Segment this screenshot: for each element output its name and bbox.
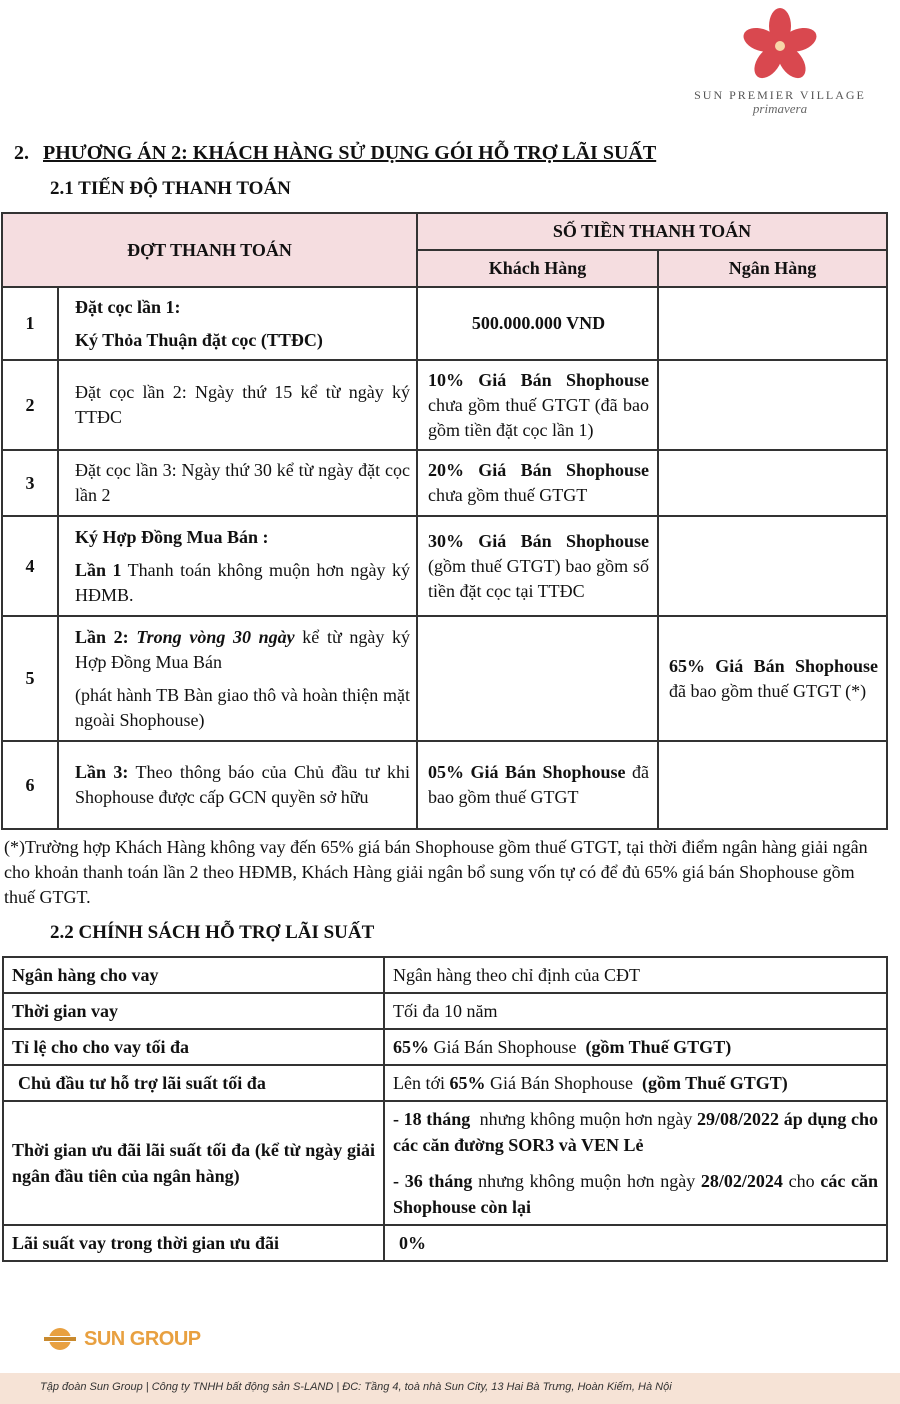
row1-desc1: Đặt cọc lần 1:: [75, 296, 181, 317]
brand-sub: primavera: [752, 101, 808, 116]
row1-desc2: Ký Thỏa Thuận đặt cọc (TTĐC): [75, 329, 323, 350]
row4-desc2: Thanh toán không muộn hơn ngày ký HĐMB.: [75, 559, 410, 605]
policy-value: 0%: [384, 1225, 887, 1261]
payment-schedule-table: [1, 212, 888, 830]
policy-label: Ngân hàng cho vay: [3, 957, 384, 993]
row3-desc: Đặt cọc lần 3: Ngày thứ 30 kể từ ngày đặt cọc lần 2: [58, 450, 417, 516]
table-row: 6 Lần 3: Theo thông báo của Chủ đầu tư khi Shophouse được cấp GCN quyền sở hữu 05% Giá Bán Shophouse đã bao gồm thuế GTGT: [2, 741, 887, 829]
interest-policy-table: [2, 956, 888, 1262]
row4-desc1: Ký Hợp Đồng Mua Bán :: [75, 526, 269, 547]
flower-icon: [735, 6, 825, 86]
row4-kh: (gồm thuế GTGT) bao gồm số tiền đặt cọc tại TTĐC: [428, 555, 649, 601]
row2-kh: chưa gồm thuế GTGT (đã bao gồm tiền đặt cọc lần 1): [428, 394, 649, 440]
footnote: (*)Trường hợp Khách Hàng không vay đến 65% giá bán Shophouse gồm thuế GTGT, tại thời điểm ngân hàng giải ngân cho khoản thanh toán lần 2 theo HĐMB, Khách Hàng giải ngân bổ sung vốn tự có để đủ 65% giá bán Shophouse gồm thuế GTGT.: [4, 837, 868, 907]
row5-nh-bold: 65% Giá Bán Shophouse: [669, 655, 878, 676]
header-so-tien: SỐ TIỀN THANH TOÁN: [417, 213, 887, 250]
table-row: 5 Lần 2: Trong vòng 30 ngày kể từ ngày ký Hợp Đồng Mua Bán (phát hành TB Bàn giao thô và hoàn thiện mặt ngoài Shophouse) 65% Giá Bán Shophouse đã bao gồm thuế GTGT (*): [2, 616, 887, 741]
section-number: 2.: [14, 142, 29, 164]
row2-kh-bold: 10% Giá Bán Shophouse: [428, 369, 649, 390]
footer-address: Tập đoàn Sun Group | Công ty TNHH bất động sản S-LAND | ĐC: Tầng 4, toà nhà Sun City, 13 Hai Bà Trưng, Hoàn Kiếm, Hà Nội: [40, 1381, 672, 1393]
table-row: 3 Đặt cọc lần 3: Ngày thứ 30 kể từ ngày đặt cọc lần 2 20% Giá Bán Shophouse chưa gồm thuế GTGT: [2, 450, 887, 516]
table-row: [3, 993, 887, 1029]
subsection-interest-policy: 2.2 CHÍNH SÁCH HỖ TRỢ LÃI SUẤT: [50, 922, 375, 943]
row4-kh-bold: 30% Giá Bán Shophouse: [428, 530, 649, 551]
row3-kh: chưa gồm thuế GTGT: [428, 485, 588, 505]
table-row: 2 Đặt cọc lần 2: Ngày thứ 15 kể từ ngày ký TTĐC 10% Giá Bán Shophouse chưa gồm thuế GTGT (đã bao gồm tiền đặt cọc lần 1): [2, 360, 887, 450]
table-row: [3, 957, 887, 993]
sun-icon: [40, 1322, 80, 1356]
row5-desc2: (phát hành TB Bàn giao thô và hoàn thiện mặt ngoài Shophouse): [75, 684, 410, 730]
header-khach-hang: Khách Hàng: [417, 250, 658, 287]
row5-desc-bold: Lần 2:: [75, 626, 129, 647]
row5-nh: đã bao gồm thuế GTGT (*): [669, 680, 867, 701]
row5-desc-italic: Trong vòng 30 ngày: [136, 626, 295, 647]
table-row: 1 Đặt cọc lần 1: Ký Thỏa Thuận đặt cọc (TTĐC) 500.000.000 VND: [2, 287, 887, 360]
row6-desc: Theo thông báo của Chủ đầu tư khi Shophouse được cấp GCN quyền sở hữu: [75, 762, 410, 807]
row1-kh: 500.000.000 VND: [417, 287, 658, 360]
header-ngan-hang: Ngân Hàng: [658, 250, 887, 287]
table-row: [3, 1225, 887, 1261]
row4-desc2-bold: Lần 1: [75, 559, 122, 580]
policy-value: Tối đa 10 năm: [384, 993, 887, 1029]
row3-kh-bold: 20% Giá Bán Shophouse: [428, 460, 649, 480]
policy-value: 65% Giá Bán Shophouse (gồm Thuế GTGT): [384, 1029, 887, 1065]
section-title: [14, 142, 656, 165]
policy-label: Tỉ lệ cho cho vay tối đa: [3, 1029, 384, 1065]
brand-name: SUN PREMIER VILLAGE: [694, 88, 866, 102]
policy-value: - 18 tháng nhưng không muộn hơn ngày 29/08/2022 áp dụng cho các căn đường SOR3 và VEN Lẻ - 36 tháng nhưng không muộn hơn ngày 28/02/2024 cho các căn Shophouse còn lại: [384, 1101, 887, 1225]
row6-kh-bold: 05% Giá Bán Shophouse: [428, 762, 626, 782]
sun-group-text: SUN GROUP: [84, 1327, 201, 1350]
row5-desc1: kể từ ngày ký Hợp Đồng Mua Bán: [75, 626, 410, 672]
subsection-payment-schedule: 2.1 TIẾN ĐỘ THANH TOÁN: [50, 178, 291, 199]
header-dot: ĐỢT THANH TOÁN: [2, 213, 417, 287]
policy-label: Thời gian ưu đãi lãi suất tối đa (kể từ ngày giải ngân đầu tiên của ngân hàng): [3, 1101, 384, 1225]
policy-label: Thời gian vay: [3, 993, 384, 1029]
table-row: [3, 1101, 887, 1225]
table-row: 4 Ký Hợp Đồng Mua Bán : Lần 1 Thanh toán không muộn hơn ngày ký HĐMB. 30% Giá Bán Shophouse (gồm thuế GTGT) bao gồm số tiền đặt cọc tại TTĐC: [2, 516, 887, 616]
table-row: [3, 1065, 887, 1101]
sun-group-logo: [40, 1322, 201, 1356]
section-title-text: PHƯƠNG ÁN 2: KHÁCH HÀNG SỬ DỤNG GÓI HỖ TRỢ LÃI SUẤT: [43, 142, 657, 164]
policy-label: Lãi suất vay trong thời gian ưu đãi: [3, 1225, 384, 1261]
policy-value: Lên tới 65% Giá Bán Shophouse (gồm Thuế GTGT): [384, 1065, 887, 1101]
row6-desc-bold: Lần 3:: [75, 762, 129, 782]
policy-value: Ngân hàng theo chỉ định của CĐT: [384, 957, 887, 993]
brand-logo: [680, 6, 880, 117]
row2-desc: Đặt cọc lần 2: Ngày thứ 15 kể từ ngày ký TTĐC: [58, 360, 417, 450]
row6-kh: đã bao gồm thuế GTGT: [428, 762, 649, 807]
table-row: [3, 1029, 887, 1065]
policy-label: Chủ đầu tư hỗ trợ lãi suất tối đa: [3, 1065, 384, 1101]
